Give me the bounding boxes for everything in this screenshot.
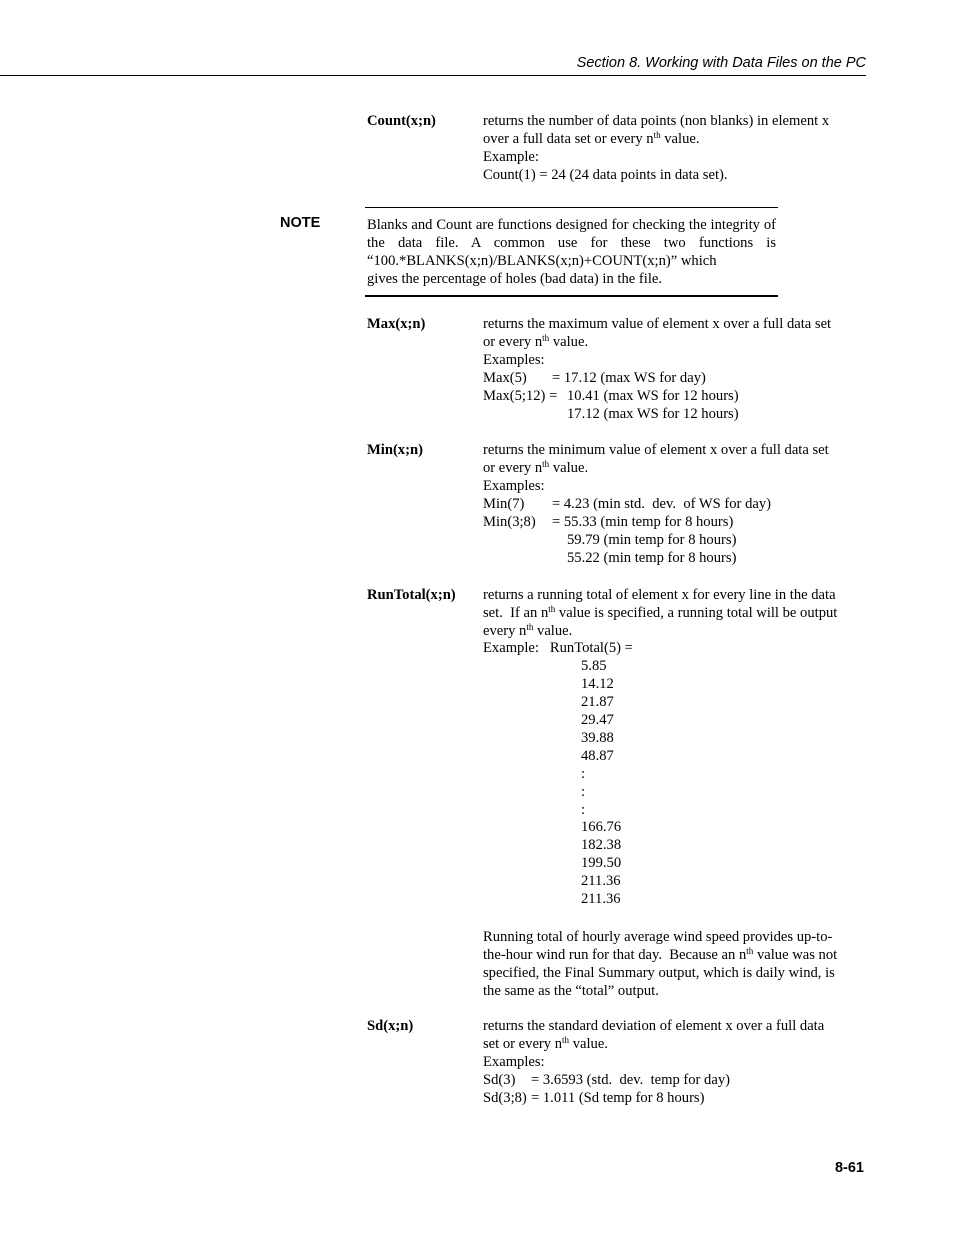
runtotal-value: :	[581, 802, 586, 818]
runtotal-value: 182.38	[581, 837, 622, 853]
min-function-name: Min(x;n)	[367, 442, 423, 458]
min-example-result: 59.79 (min temp for 8 hours)	[567, 532, 737, 548]
runtotal-desc-line: set. If an $n^{th}$ value is specified, a running total will be output	[483, 604, 838, 621]
sd-example-call: Sd(3;8)	[483, 1090, 527, 1106]
runtotal-paragraph-line: specified, the Final Summary output, which is daily wind, is	[483, 965, 835, 981]
min-example-result: 55.22 (min temp for 8 hours)	[567, 550, 737, 566]
note-label: NOTE	[280, 215, 321, 231]
max-function-name: Max(x;n)	[367, 316, 426, 332]
max-desc-line: or every $n^{th}$ value.	[483, 333, 589, 350]
runtotal-value: 39.88	[581, 730, 614, 746]
max-example-result: 17.12 (max WS for 12 hours)	[567, 406, 739, 422]
note-text	[367, 216, 776, 288]
count-desc-line: over a full data set or every $n^{th}$ value.	[483, 130, 700, 147]
min-example-result: = 55.33 (min temp for 8 hours)	[552, 514, 734, 530]
runtotal-paragraph-line: Running total of hourly average wind speed provides up-to-	[483, 929, 833, 945]
note-last-line: gives the percentage of holes (bad data) in the file.	[367, 271, 662, 287]
note-body: Blanks and Count are functions designed for checking the integrity of the data file. A common use for these two functions is “100.*BLANKS(x;n)/BLANKS(x;n)+COUNT(x;n)” which	[367, 217, 776, 269]
sd-example-result: = 3.6593 (std. dev. temp for day)	[531, 1072, 730, 1088]
max-example-result: = 17.12 (max WS for day)	[552, 370, 706, 386]
sd-desc-line: set or every $n^{th}$ value.	[483, 1035, 608, 1052]
runtotal-example-line: Example: RunTotal(5) =	[483, 640, 633, 656]
max-example-call: Max(5;12) =	[483, 388, 558, 404]
sd-examples-label: Examples:	[483, 1054, 545, 1070]
section-title: Section 8. Working with Data Files on the PC	[576, 55, 866, 71]
note-top-rule	[365, 207, 778, 208]
runtotal-value: 5.85	[581, 658, 607, 674]
sd-desc-line: returns the standard deviation of element x over a full data	[483, 1018, 825, 1034]
runtotal-function-name: RunTotal(x;n)	[367, 587, 456, 603]
runtotal-value: 199.50	[581, 855, 622, 871]
runtotal-paragraph-line: the-hour wind run for that day. Because an $n^{th}$ value was not	[483, 946, 838, 963]
min-examples-label: Examples:	[483, 478, 545, 494]
min-example-call: Min(7)	[483, 496, 525, 512]
max-desc-line: returns the maximum value of element x over a full data set	[483, 316, 832, 332]
count-example-label: Example:	[483, 149, 539, 165]
header-divider	[0, 75, 866, 76]
sd-example-result: = 1.011 (Sd temp for 8 hours)	[531, 1090, 705, 1106]
runtotal-value: 14.12	[581, 676, 614, 692]
runtotal-desc-line: every $n^{th}$ value.	[483, 622, 573, 639]
max-example-call: Max(5)	[483, 370, 527, 386]
max-example-result: 10.41 (max WS for 12 hours)	[567, 388, 739, 404]
runtotal-paragraph-line: the same as the “total” output.	[483, 983, 659, 999]
note-bottom-rule	[365, 295, 778, 297]
runtotal-value: 29.47	[581, 712, 614, 728]
runtotal-value: 211.36	[581, 891, 621, 907]
page-number: 8-61	[834, 1160, 864, 1176]
min-desc-line: or every $n^{th}$ value.	[483, 459, 589, 476]
min-example-call: Min(3;8)	[483, 514, 536, 530]
runtotal-value: :	[581, 784, 586, 800]
sd-example-call: Sd(3)	[483, 1072, 516, 1088]
min-example-result: = 4.23 (min std. dev. of WS for day)	[552, 496, 771, 512]
runtotal-desc-line: returns a running total of element x for every line in the data	[483, 587, 836, 603]
runtotal-value: 211.36	[581, 873, 621, 889]
count-desc-line: returns the number of data points (non blanks) in element x	[483, 113, 830, 129]
runtotal-value: 166.76	[581, 819, 622, 835]
count-example: Count(1) = 24 (24 data points in data set).	[483, 167, 728, 183]
min-desc-line: returns the minimum value of element x over a full data set	[483, 442, 829, 458]
runtotal-value: 48.87	[581, 748, 614, 764]
sd-function-name: Sd(x;n)	[367, 1018, 414, 1034]
runtotal-value: :	[581, 766, 586, 782]
max-examples-label: Examples:	[483, 352, 545, 368]
count-function-name: Count(x;n)	[367, 113, 436, 129]
runtotal-value: 21.87	[581, 694, 614, 710]
